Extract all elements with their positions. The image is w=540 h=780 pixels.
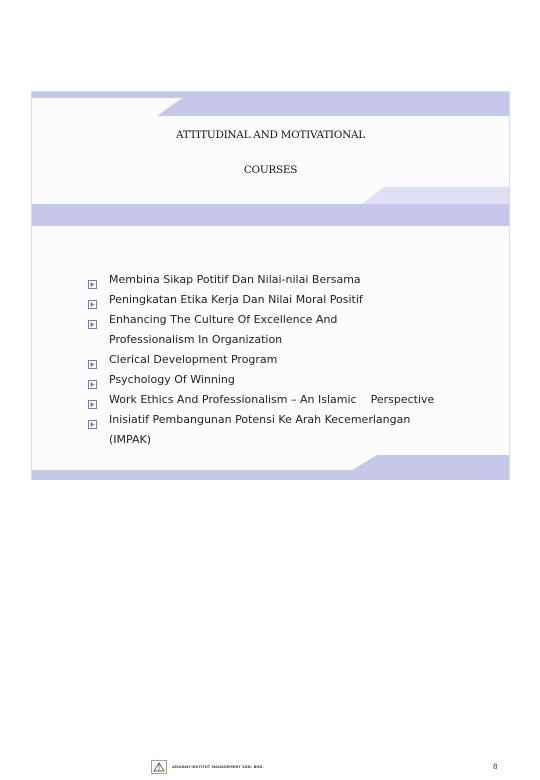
bullet-icon: [88, 416, 97, 425]
bullet-icon: [88, 356, 97, 365]
list-item: Psychology Of Winning: [88, 370, 434, 390]
top-band: [32, 92, 509, 116]
bullet-icon: [88, 296, 97, 305]
course-list: [88, 270, 434, 450]
bottom-band: [32, 455, 509, 480]
list-item: Peningkatan Etika Kerja Dan Nilai Moral Positif: [88, 290, 434, 310]
bullet-icon: [88, 316, 97, 325]
bullet-icon: [88, 276, 97, 285]
list-item: Enhancing The Culture Of Excellence And Professionalism In Organization: [88, 310, 434, 350]
slide-title: ATTITUDINAL AND MOTIVATIONAL: [176, 129, 365, 141]
footer-org-text: AMANAH INSTITUT MANAGEMENT SDN. BHD.: [172, 765, 264, 769]
slide: [31, 91, 510, 480]
list-item: Work Ethics And Professionalism – An Islamic Perspective: [88, 390, 434, 410]
list-item: Inisiatif Pembangunan Potensi Ke Arah Kecemerlangan (IMPAK): [88, 410, 434, 450]
page-number: 8: [493, 763, 498, 771]
slide-subtitle: COURSES: [243, 164, 298, 176]
list-item: Membina Sikap Potitif Dan Nilai-nilai Bersama: [88, 270, 434, 290]
bullet-icon: [88, 396, 97, 405]
bullet-icon: [88, 376, 97, 385]
org-logo-icon: [151, 760, 167, 774]
list-item: Clerical Development Program: [88, 350, 434, 370]
middle-band: [32, 187, 509, 227]
